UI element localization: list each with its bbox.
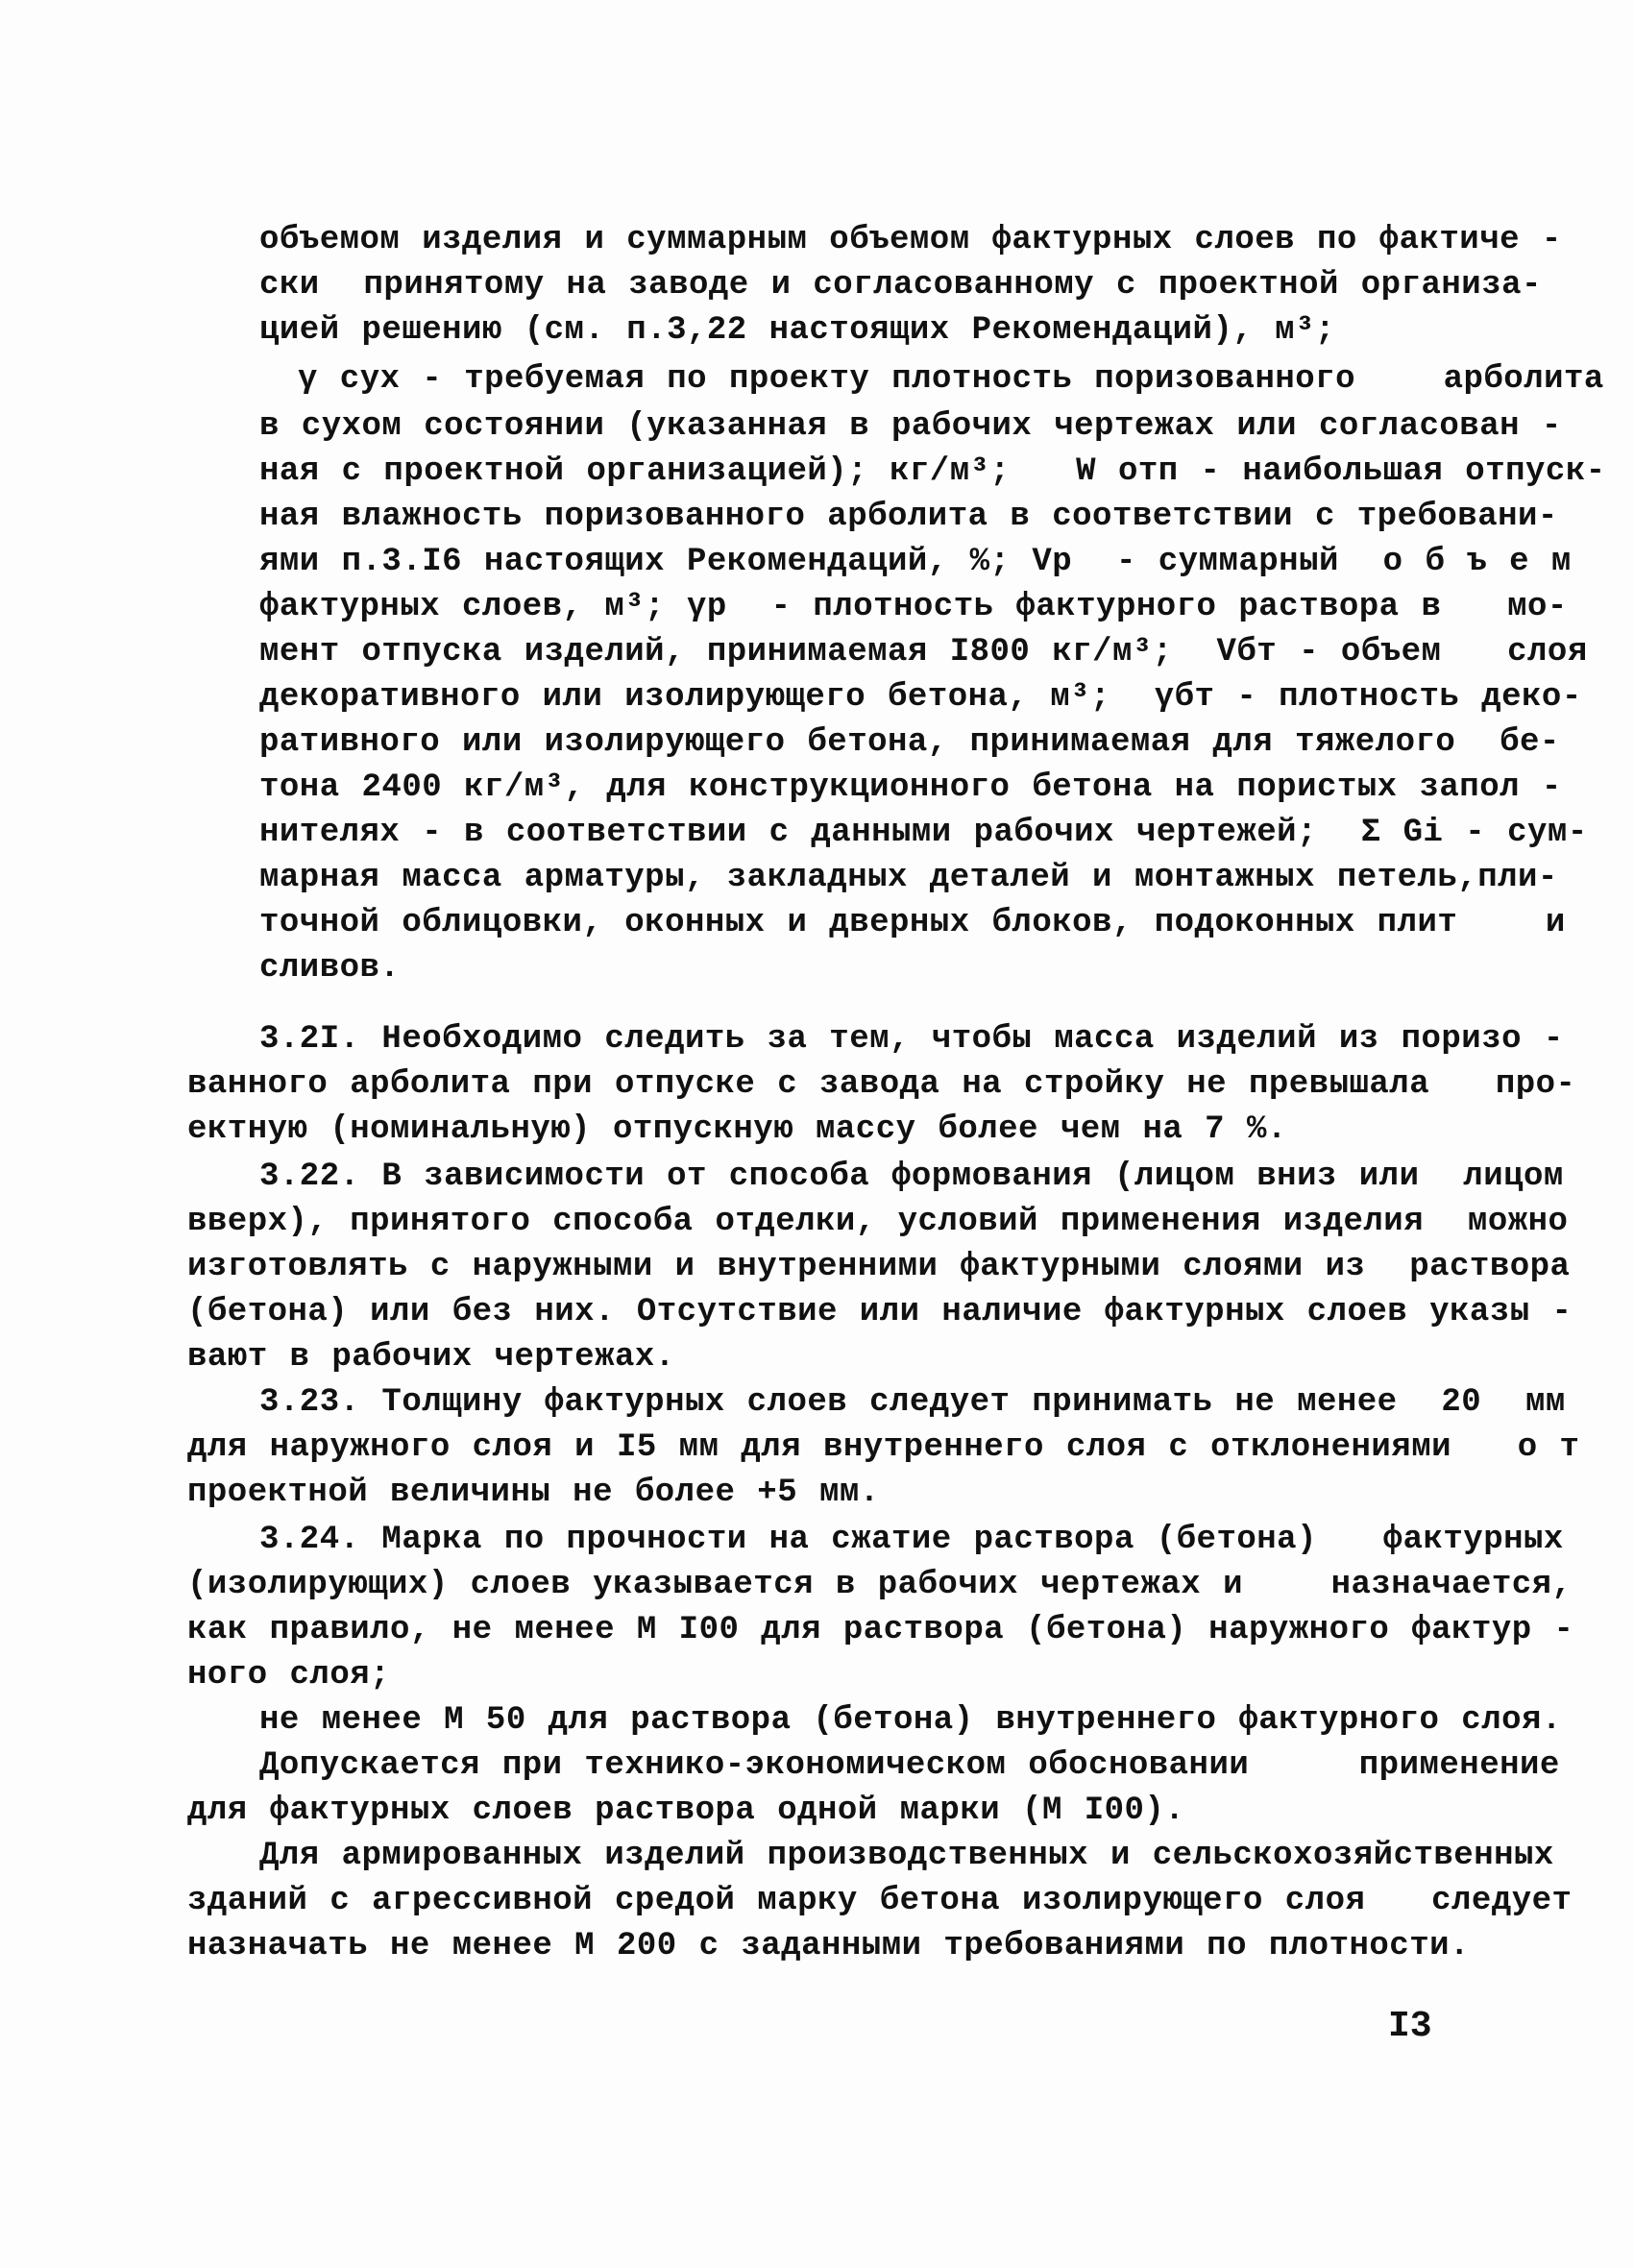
text-line: Допускается при технико-экономическом обосновании применение	[259, 1747, 1560, 1784]
text-line: (изолирующих) слоев указывается в рабочих чертежах и назначается,	[187, 1567, 1573, 1603]
text-line: не менее М 50 для раствора (бетона) внутреннего фактурного слоя.	[259, 1702, 1562, 1739]
text-line: ванного арболита при отпуске с завода на стройку не превышала про-	[187, 1066, 1576, 1103]
paragraph-3-21: 3.2I. Необходимо следить за тем, чтобы масса изделий из поризо -	[259, 1021, 1564, 1058]
text-line: как правило, не менее М I00 для раствора (бетона) наружного фактур -	[187, 1612, 1574, 1648]
text-line: мент отпуска изделий, принимаемая I800 кг/м³; Vбт - объем слоя	[259, 634, 1588, 671]
text-line: точной облицовки, оконных и дверных блоков, подоконных плит и	[259, 905, 1566, 941]
text-line: ями п.3.I6 настоящих Рекомендаций, %; Vр - суммарный о б ъ е м	[259, 544, 1572, 580]
text-line: ная с проектной организацией); кг/м³; W отп - наибольшая отпуск-	[259, 453, 1606, 490]
text-line: проектной величины не более +5 мм.	[187, 1475, 880, 1511]
text-line: ски принятому на заводе и согласованному с проектной организа-	[259, 267, 1542, 304]
text-line: объемом изделия и суммарным объемом фактурных слоев по фактиче -	[259, 222, 1562, 258]
text-line: изготовлять с наружными и внутренними фактурными слоями из раствора	[187, 1249, 1571, 1285]
text-line: ная влажность поризованного арболита в соответствии с требовани-	[259, 499, 1558, 535]
text-line: марная масса арматуры, закладных деталей и монтажных петель,пли-	[259, 860, 1558, 896]
text-line: для наружного слоя и I5 мм для внутреннего слоя с отклонениями о т	[187, 1429, 1580, 1466]
paragraph-3-22: 3.22. В зависимости от способа формования (лицом вниз или лицом	[259, 1158, 1564, 1195]
text-line: сливов.	[259, 950, 401, 987]
text-line: ного слоя;	[187, 1657, 391, 1694]
text-line: Для армированных изделий производственных и сельскохозяйственных	[259, 1838, 1554, 1874]
text-line: зданий с агрессивной средой марку бетона изолирующего слоя следует	[187, 1883, 1573, 1919]
paragraph-3-23: 3.23. Толщину фактурных слоев следует принимать не менее 20 мм	[259, 1384, 1566, 1421]
text-line: нителях - в соответствии с данными рабочих чертежей; Σ Gi - сум-	[259, 815, 1588, 851]
text-line: фактурных слоев, м³; γр - плотность фактурного раствора в мо-	[259, 589, 1568, 625]
text-line: декоративного или изолирующего бетона, м³; γбт - плотность деко-	[259, 679, 1582, 716]
text-line: тона 2400 кг/м³, для конструкционного бетона на пористых запол -	[259, 769, 1562, 806]
text-line: ративного или изолирующего бетона, принимаемая для тяжелого бе-	[259, 724, 1560, 761]
page-number: I3	[1388, 2006, 1432, 2047]
paragraph-3-24: 3.24. Марка по прочности на сжатие раствора (бетона) фактурных	[259, 1522, 1564, 1558]
text-line: ектную (номинальную) отпускную массу более чем на 7 %.	[187, 1111, 1287, 1148]
text-line: вверх), принятого способа отделки, условий применения изделия можно	[187, 1204, 1569, 1240]
text-line: для фактурных слоев раствора одной марки (М I00).	[187, 1792, 1185, 1829]
text-line: вают в рабочих чертежах.	[187, 1339, 675, 1376]
text-line: в сухом состоянии (указанная в рабочих чертежах или согласован -	[259, 408, 1562, 445]
text-line: цией решению (см. п.3,22 настоящих Рекомендаций), м³;	[259, 312, 1335, 349]
text-line: γ сух - требуемая по проекту плотность поризованного арболита	[298, 361, 1604, 398]
text-line: назначать не менее М 200 с заданными требованиями по плотности.	[187, 1928, 1470, 1964]
text-line: (бетона) или без них. Отсутствие или наличие фактурных слоев указы -	[187, 1294, 1573, 1330]
